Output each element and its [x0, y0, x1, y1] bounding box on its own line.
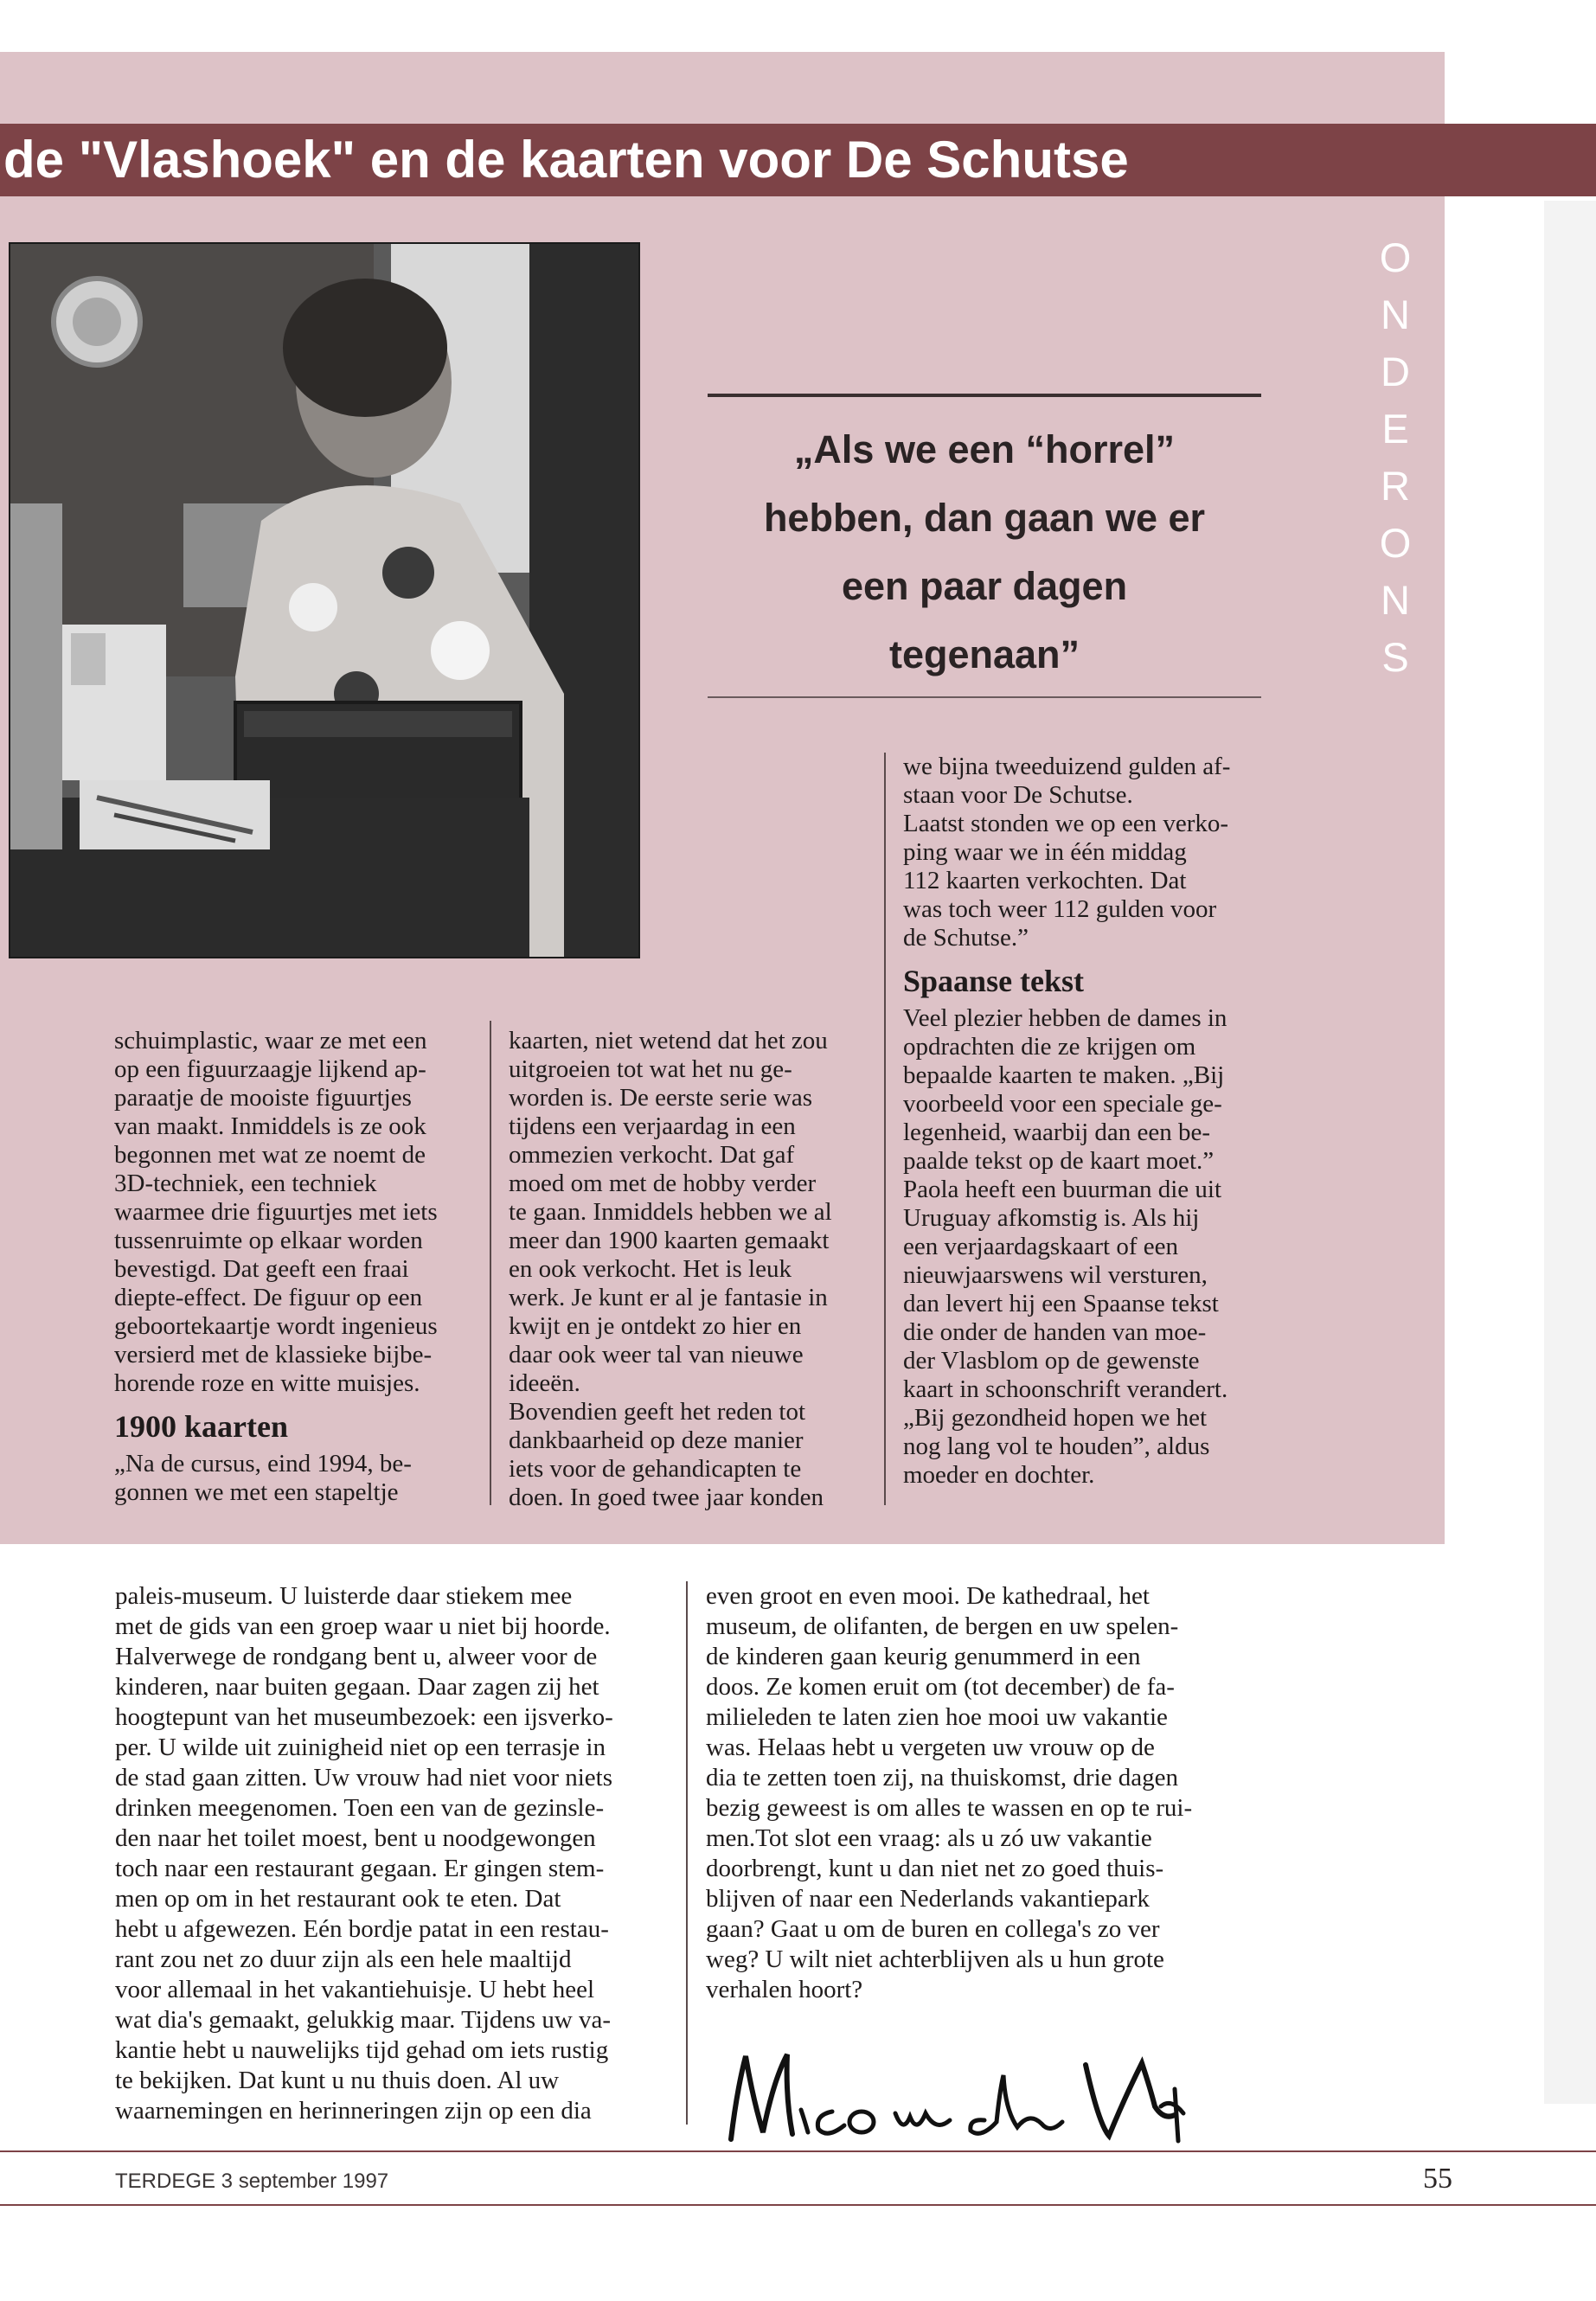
page-number: 55 [1423, 2163, 1452, 2195]
column-divider [490, 1021, 491, 1505]
text-line: met de gids van een groep waar u niet bij hoorde. [115, 1612, 611, 1640]
text-line: den naar het toilet moest, bent u noodgewongen [115, 1824, 596, 1852]
text-line: geboortekaartje wordt ingenieus [114, 1312, 438, 1340]
text-line: hebt u afgewezen. Eén bordje patat in een restau- [115, 1915, 609, 1943]
text-line: een verjaardagskaart of een [903, 1233, 1178, 1260]
text-line: weg? U wilt niet achterblijven als u hun grote [706, 1945, 1164, 1973]
text-line: voorbeeld voor een speciale ge- [903, 1090, 1222, 1118]
text-line: de stad gaan zitten. Uw vrouw had niet voor niets [115, 1764, 613, 1791]
section-label-letter: S [1381, 634, 1409, 680]
text-line: ommezien verkocht. Dat gaf [509, 1141, 795, 1169]
text-line: dankbaarheid op deze manier [509, 1426, 804, 1454]
article-column-1 [114, 1027, 478, 1507]
text-line: Paola heeft een buurman die uit [903, 1176, 1222, 1203]
text-line: 112 kaarten verkochten. Dat [903, 867, 1187, 894]
text-line: en ook verkocht. Het is leuk [509, 1255, 792, 1283]
text-line: iets voor de gehandicapten te [509, 1455, 802, 1483]
text-line: tussenruimte op elkaar worden [114, 1227, 423, 1254]
text-line: drinken meegenomen. Toen een van de gezinsle- [115, 1794, 605, 1822]
pull-quote-line: „Als we een “horrel” [793, 427, 1176, 471]
quote-rule-bottom [708, 696, 1261, 698]
text-line: Uruguay afkomstig is. Als hij [903, 1204, 1200, 1232]
text-line: moeder en dochter. [903, 1461, 1095, 1489]
text-line: meer dan 1900 kaarten gemaakt [509, 1227, 830, 1254]
article-column-4 [115, 1581, 686, 2126]
text-line: Laatst stonden we op een verko- [903, 810, 1229, 837]
article-photo [9, 242, 640, 958]
section-label-onderons [1365, 229, 1426, 686]
text-line: blijven of naar een Nederlands vakantiepark [706, 1885, 1150, 1913]
quote-rule-top [708, 394, 1261, 397]
text-line: voor allemaal in het vakantiehuisje. U hebt heel [115, 1976, 595, 2003]
text-line: kwijt en je ontdekt zo hier en [509, 1312, 802, 1340]
column-divider [884, 753, 886, 1505]
text-line: Halverwege de rondgang bent u, alweer voor de [115, 1643, 598, 1670]
subheading: Spaanse tekst [903, 964, 1085, 998]
text-line: nieuwjaarswens wil versturen, [903, 1261, 1208, 1289]
text-line: opdrachten die ze krijgen om [903, 1033, 1196, 1061]
handwritten-signature [718, 2037, 1194, 2150]
subheading: 1900 kaarten [114, 1409, 288, 1444]
text-line: rant zou net zo duur zijn als een hele maaltijd [115, 1945, 572, 1973]
text-line: tijdens een verjaardag in een [509, 1112, 796, 1140]
photo-woman-with-cards [10, 244, 640, 958]
text-line: hoogtepunt van het museumbezoek: een ijsverko- [115, 1703, 613, 1731]
text-line: „Na de cursus, eind 1994, be- [114, 1450, 412, 1477]
text-line: uitgroeien tot wat het nu ge- [509, 1055, 792, 1083]
text-line: wat dia's gemaakt, gelukkig maar. Tijdens uw va- [115, 2006, 612, 2034]
text-line: staan voor De Schutse. [903, 781, 1133, 809]
text-line: diepte-effect. De figuur op een [114, 1284, 423, 1311]
text-line: doorbrengt, kunt u dan niet net zo goed thuis- [706, 1855, 1164, 1882]
text-line: de kinderen gaan keurig genummerd in een [706, 1643, 1141, 1670]
article-column-3 [903, 753, 1266, 1490]
text-line: was toch weer 112 gulden voor [903, 895, 1217, 923]
text-line: museum, de olifanten, de bergen en uw spelen- [706, 1612, 1179, 1640]
column-divider [686, 1581, 688, 2125]
text-line: kaarten, niet wetend dat het zou [509, 1027, 828, 1054]
text-line: we bijna tweeduizend gulden af- [903, 753, 1231, 780]
text-line: bevestigd. Dat geeft een fraai [114, 1255, 409, 1283]
text-line: kantie hebt u nauwelijks tijd gehad om iets rustig [115, 2036, 609, 2064]
text-line: paleis-museum. U luisterde daar stiekem mee [115, 1582, 573, 1610]
text-line: op een figuurzaagje lijkend ap- [114, 1055, 426, 1083]
section-label-letter: N [1381, 292, 1410, 337]
text-line: paraatje de mooiste figuurtjes [114, 1084, 412, 1112]
text-line: was. Helaas hebt u vergeten uw vrouw op de [706, 1734, 1155, 1761]
text-line: bepaalde kaarten te maken. „Bij [903, 1061, 1225, 1089]
text-line: kinderen, naar buiten gegaan. Daar zagen zij het [115, 1673, 599, 1701]
article-column-5 [706, 1581, 1259, 2005]
article-title: de "Vlashoek" en de kaarten voor De Schutse [3, 131, 1129, 189]
text-line: versierd met de klassieke bijbe- [114, 1341, 433, 1368]
text-line: kaart in schoonschrift verandert. [903, 1375, 1228, 1403]
pull-quote-line: tegenaan” [888, 632, 1080, 676]
pull-quote [708, 415, 1261, 689]
text-line: bezig geweest is om alles te wassen en op te rui- [706, 1794, 1193, 1822]
pull-quote-line: hebben, dan gaan we er [763, 496, 1206, 540]
text-line: horende roze en witte muisjes. [114, 1369, 420, 1397]
text-line: dan levert hij een Spaanse tekst [903, 1290, 1219, 1317]
text-line: waarnemingen en herinneringen zijn op een dia [115, 2097, 592, 2125]
text-line: 3D-techniek, een techniek [114, 1170, 377, 1197]
text-line: Veel plezier hebben de dames in [903, 1004, 1227, 1032]
text-line: even groot en even mooi. De kathedraal, het [706, 1582, 1150, 1610]
text-line: doen. In goed twee jaar konden [509, 1484, 824, 1511]
text-line: ideeën. [509, 1369, 580, 1397]
text-line: begonnen met wat ze noemt de [114, 1141, 426, 1169]
section-label-letter: O [1379, 234, 1412, 280]
text-line: per. U wilde uit zuinigheid niet op een terrasje in [115, 1734, 606, 1761]
pull-quote-line: een paar dagen [841, 564, 1128, 608]
text-line: van maakt. Inmiddels is ze ook [114, 1112, 426, 1140]
text-line: te gaan. Inmiddels hebben we al [509, 1198, 832, 1226]
text-line: te bekijken. Dat kunt u nu thuis doen. Al uw [115, 2067, 560, 2094]
text-line: daar ook weer tal van nieuwe [509, 1341, 804, 1368]
text-line: nog lang vol te houden”, aldus [903, 1433, 1210, 1460]
text-line: men op om in het restaurant ook te eten. Dat [115, 1885, 561, 1913]
footer-rule-bottom [0, 2204, 1596, 2206]
text-line: doos. Ze komen eruit om (tot december) de fa- [706, 1673, 1175, 1701]
text-line: gaan? Gaat u om de buren en collega's zo ver [706, 1915, 1160, 1943]
text-line: moed om met de hobby verder [509, 1170, 817, 1197]
text-line: schuimplastic, waar ze met een [114, 1027, 427, 1054]
text-line: paalde tekst op de kaart moet.” [903, 1147, 1215, 1175]
article-column-2 [509, 1027, 872, 1512]
text-line: worden is. De eerste serie was [509, 1084, 813, 1112]
text-line: toch naar een restaurant gegaan. Er gingen stem- [115, 1855, 605, 1882]
text-line: die onder de handen van moe- [903, 1318, 1207, 1346]
footer-rule-top [0, 2150, 1596, 2152]
text-line: verhalen hoort? [706, 1976, 863, 2003]
text-line: Bovendien geeft het reden tot [509, 1398, 806, 1426]
text-line: de Schutse.” [903, 924, 1029, 952]
footer-publication: TERDEGE 3 september 1997 [115, 2170, 389, 2193]
text-line: waarmee drie figuurtjes met iets [114, 1198, 438, 1226]
text-line: gonnen we met een stapeltje [114, 1478, 399, 1506]
signature [718, 2037, 1194, 2150]
section-label-letter: D [1381, 349, 1410, 394]
text-line: werk. Je kunt er al je fantasie in [509, 1284, 828, 1311]
text-line: dia te zetten toen zij, na thuiskomst, drie dagen [706, 1764, 1179, 1791]
section-label-letter: O [1379, 520, 1412, 566]
text-line: men.Tot slot een vraag: als u zó uw vakantie [706, 1824, 1152, 1852]
text-line: „Bij gezondheid hopen we het [903, 1404, 1208, 1432]
text-line: legenheid, waarbij dan een be- [903, 1118, 1211, 1146]
text-line: milieleden te laten zien hoe mooi uw vakantie [706, 1703, 1168, 1731]
right-margin-strip [1544, 201, 1596, 2104]
section-label-letter: E [1381, 406, 1409, 452]
text-line: ping waar we in één middag [903, 838, 1187, 866]
section-label-letter: R [1381, 463, 1410, 509]
text-line: der Vlasblom op de gewenste [903, 1347, 1200, 1375]
section-label-letter: N [1381, 577, 1410, 623]
